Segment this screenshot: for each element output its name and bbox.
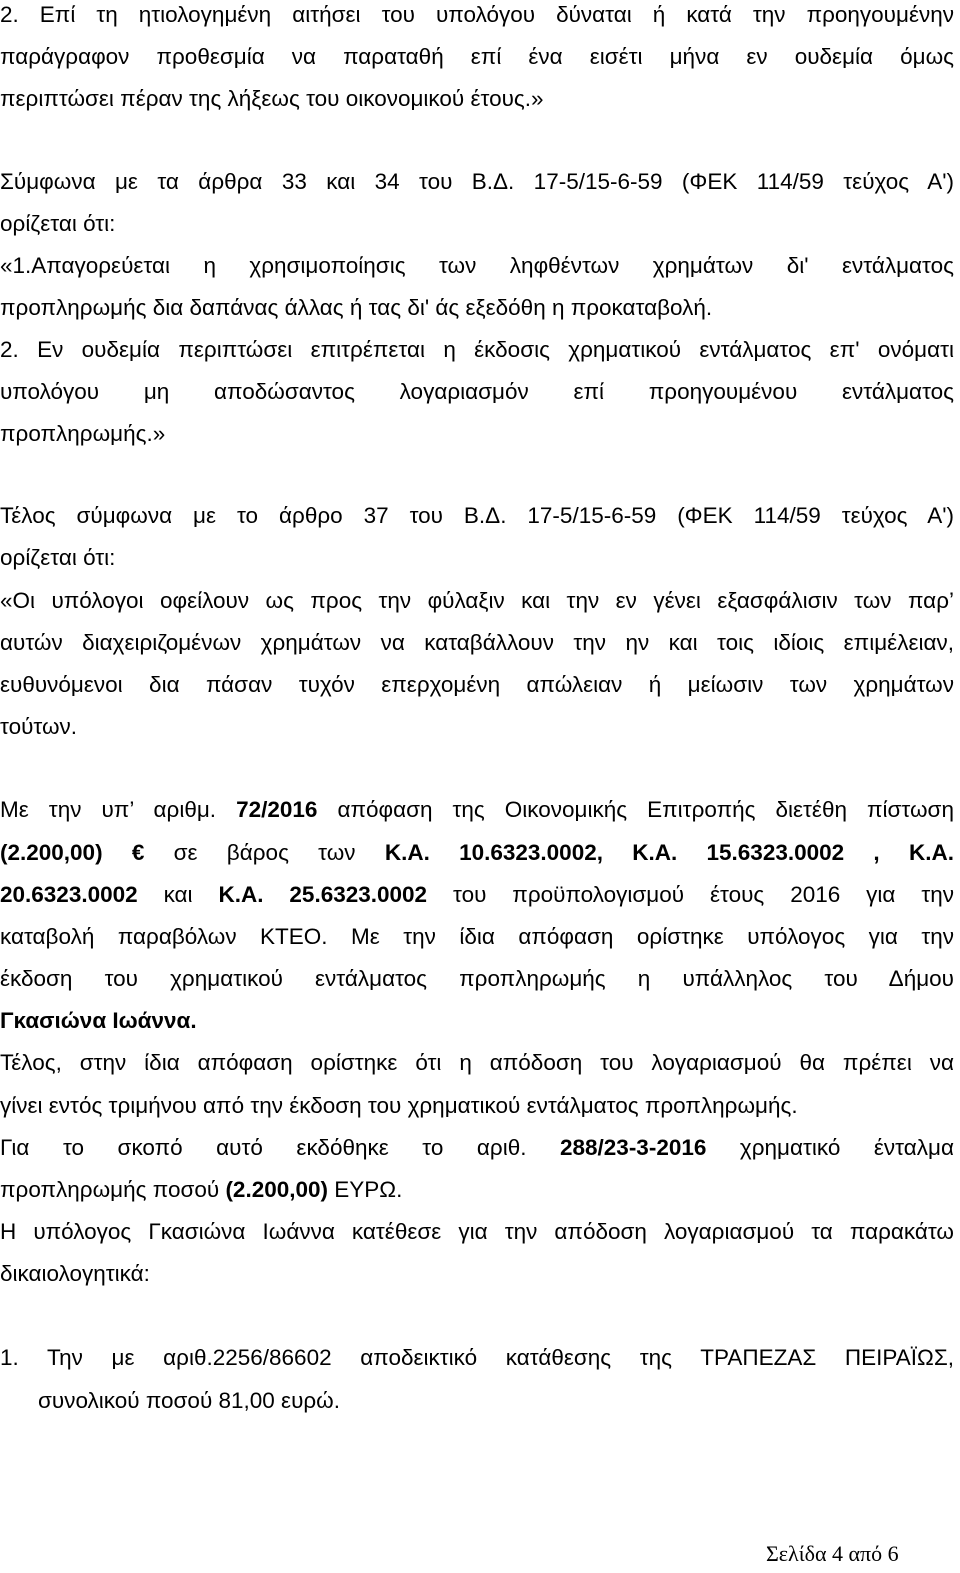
text-run: Για το σκοπό αυτό εκδόθηκε το αριθ. [0, 1135, 527, 1160]
list-item-continuation: συνολικού ποσού 81,00 ευρώ. [38, 1388, 341, 1413]
paragraph-line: ευθυνόμενοι δια πάσαν τυχόν επερχομένη απώλειαν ή μείωσιν των χρημάτων [0, 672, 954, 697]
euro-symbol: € [131, 840, 145, 865]
paragraph-line: ορίζεται ότι: [0, 211, 116, 236]
text-run: προπληρωμής ποσού [0, 1177, 220, 1202]
text-run: , [873, 840, 880, 865]
decision-line: καταβολή παραβόλων ΚΤΕΟ. Με την ίδια απόφαση ορίστηκε υπόλογος για την [0, 924, 954, 949]
budget-code: Κ.Α. 10.6323.0002, [384, 840, 603, 865]
paragraph-line: 2. Επί τη ητιολογημένη αιτήσει του υπολόγου δύναται ή κατά την προηγουμένην [0, 2, 954, 27]
paragraph-line: Σύμφωνα με τα άρθρα 33 και 34 του Β.Δ. 17-5/15-6-59 (ΦΕΚ 114/59 τεύχος Α') [0, 169, 954, 194]
text-run: και [163, 882, 193, 907]
paragraph-line: ορίζεται ότι: [0, 545, 116, 570]
text-run: ΕΥΡΩ. [334, 1177, 403, 1202]
decision-line [0, 838, 954, 868]
closing-line: Η υπόλογος Γκασιώνα Ιωάννα κατέθεσε για την απόδοση λογαριασμού τα παρακάτω [0, 1219, 954, 1244]
paragraph-line: προπληρωμής.» [0, 421, 166, 446]
amount: (2.200,00) [0, 840, 103, 865]
closing-line: γίνει εντός τριμήνου από την έκδοση του χρηματικού εντάλματος προπληρωμής. [0, 1093, 798, 1118]
decision-line [0, 880, 954, 910]
paragraph-line: υπολόγου μη αποδώσαντος λογαριασμόν επί προηγουμένου εντάλματος [0, 379, 954, 404]
paragraph-line: Τέλος σύμφωνα με το άρθρο 37 του Β.Δ. 17-5/15-6-59 (ΦΕΚ 114/59 τεύχος Α') [0, 503, 954, 528]
text-run: απόφαση της Οικονομικής Επιτροπής διετέθη πίστωση [337, 797, 954, 822]
paragraph-line: «1.Απαγορεύεται η χρησιμοποίησις των ληφθέντων χρημάτων δι' εντάλματος [0, 253, 954, 278]
closing-line [0, 1175, 954, 1205]
closing-line: δικαιολογητικά: [0, 1261, 150, 1286]
paragraph-line: προπληρωμής δια δαπάνας άλλας ή τας δι' άς εξεδόθη η προκαταβολή. [0, 295, 713, 320]
text-run: χρηματικό ένταλμα [739, 1135, 954, 1160]
decision-line [0, 795, 954, 825]
accountant-name: Γκασιώνα Ιωάννα. [0, 1008, 197, 1033]
paragraph-line: παράγραφον προθεσμία να παραταθή επί ένα εισέτι μήνα εν ουδεμία όμως [0, 44, 954, 69]
decision-line: έκδοση του χρηματικού εντάλματος προπληρωμής η υπάλληλος του Δήμου [0, 966, 954, 991]
paragraph-line: τούτων. [0, 714, 78, 739]
paragraph-line: «Οι υπόλογοι οφείλουν ως προς την φύλαξιν και την εν γένει εξασφάλισιν των παρ’ [0, 588, 954, 613]
text-run: Με την υπ’ αριθμ. [0, 797, 217, 822]
page-number: Σελίδα 4 από 6 [766, 1541, 899, 1566]
decision-number: 72/2016 [236, 797, 318, 822]
budget-code: Κ.Α. 25.6323.0002 [218, 882, 428, 907]
text-run: του προϋπολογισμού έτους 2016 για την [453, 882, 954, 907]
amount: (2.200,00) [225, 1177, 329, 1202]
closing-line: Τέλος, στην ίδια απόφαση ορίστηκε ότι η απόδοση του λογαριασμού θα πρέπει να [0, 1050, 954, 1075]
warrant-number: 288/23-3-2016 [560, 1135, 707, 1160]
list-item: 1. Την με αριθ.2256/86602 αποδεικτικό κατάθεσης της ΤΡΑΠΕΖΑΣ ΠΕΙΡΑΪΩΣ, [0, 1345, 954, 1370]
budget-code: 20.6323.0002 [0, 882, 138, 907]
paragraph-line: περιπτώσει πέραν της λήξεως του οικονομικού έτους.» [0, 86, 544, 111]
paragraph-line: αυτών διαχειριζομένων χρημάτων να καταβάλλουν την ην και τοις ιδίοις επιμέλειαν, [0, 630, 954, 655]
closing-line [0, 1133, 954, 1163]
budget-code: Κ.Α. 15.6323.0002 [632, 840, 845, 865]
budget-code: Κ.Α. [908, 840, 954, 865]
paragraph-line: 2. Εν ουδεμία περιπτώσει επιτρέπεται η έκδοσις χρηματικού εντάλματος επ' ονόματι [0, 337, 954, 362]
text-run: σε βάρος των [173, 840, 356, 865]
